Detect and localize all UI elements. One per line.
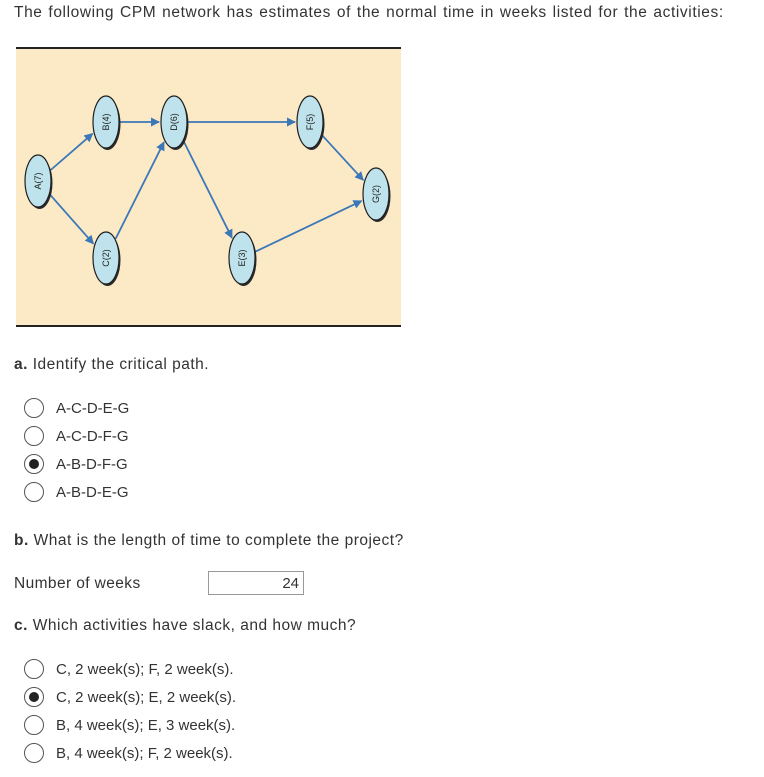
question-a-text: Identify the critical path. (32, 356, 210, 373)
radio-button[interactable] (24, 482, 44, 502)
question-b-text: What is the length of time to complete the project? (33, 532, 404, 549)
option-label: A-C-D-E-G (56, 399, 130, 417)
radio-button[interactable] (24, 426, 44, 446)
node-label: C(2) (101, 249, 111, 267)
option-label: B, 4 week(s); F, 2 week(s). (56, 744, 233, 762)
edge-A-B (51, 134, 93, 170)
question-c-text: Which activities have slack, and how much? (32, 617, 357, 634)
question-c-letter: c. (14, 617, 28, 634)
node-E (229, 232, 257, 286)
intro-text: The following CPM network has estimates of the normal time in weeks listed for the activities: (14, 4, 724, 21)
option-c-0[interactable] (24, 657, 234, 681)
option-c-1[interactable] (24, 685, 236, 709)
radio-button[interactable] (24, 659, 44, 679)
radio-button[interactable] (24, 398, 44, 418)
node-label: G(2) (371, 185, 381, 203)
radio-button[interactable] (24, 715, 44, 735)
edge-A-C (50, 195, 93, 244)
node-F (297, 96, 325, 150)
edge-C-D (116, 142, 164, 239)
option-label: A-C-D-F-G (56, 427, 129, 445)
node-C (93, 232, 121, 286)
option-label: C, 2 week(s); F, 2 week(s). (56, 660, 234, 678)
option-c-2[interactable] (24, 713, 235, 737)
edge-D-E (184, 141, 232, 238)
node-label: F(5) (305, 113, 315, 131)
question-a (14, 356, 209, 374)
node-label: B(4) (101, 113, 111, 131)
node-label: E(3) (237, 249, 247, 267)
node-label: A(7) (33, 172, 43, 190)
weeks-input[interactable] (208, 571, 304, 595)
option-label: A-B-D-E-G (56, 483, 129, 501)
question-b (14, 532, 404, 550)
question-a-letter: a. (14, 356, 28, 373)
radio-button[interactable] (24, 687, 44, 707)
option-label: C, 2 week(s); E, 2 week(s). (56, 688, 237, 706)
radio-button[interactable] (24, 454, 44, 474)
edge-F-G (322, 135, 363, 180)
node-B (93, 96, 121, 150)
node-label: D(6) (169, 113, 179, 131)
edge-E-G (256, 201, 362, 252)
option-label: A-B-D-F-G (56, 455, 128, 473)
option-a-3[interactable] (24, 480, 129, 504)
weeks-label: Number of weeks (14, 575, 141, 592)
option-a-2[interactable] (24, 452, 128, 476)
node-A (25, 155, 53, 209)
option-a-1[interactable] (24, 424, 128, 448)
option-a-0[interactable] (24, 396, 129, 420)
question-c (14, 617, 356, 635)
option-label: B, 4 week(s); E, 3 week(s). (56, 716, 236, 734)
node-D (161, 96, 189, 150)
question-b-letter: b. (14, 532, 29, 549)
option-c-3[interactable] (24, 741, 233, 765)
node-G (363, 168, 391, 222)
cpm-network-diagram (16, 49, 401, 325)
cpm-network-figure (16, 47, 401, 327)
radio-button[interactable] (24, 743, 44, 763)
